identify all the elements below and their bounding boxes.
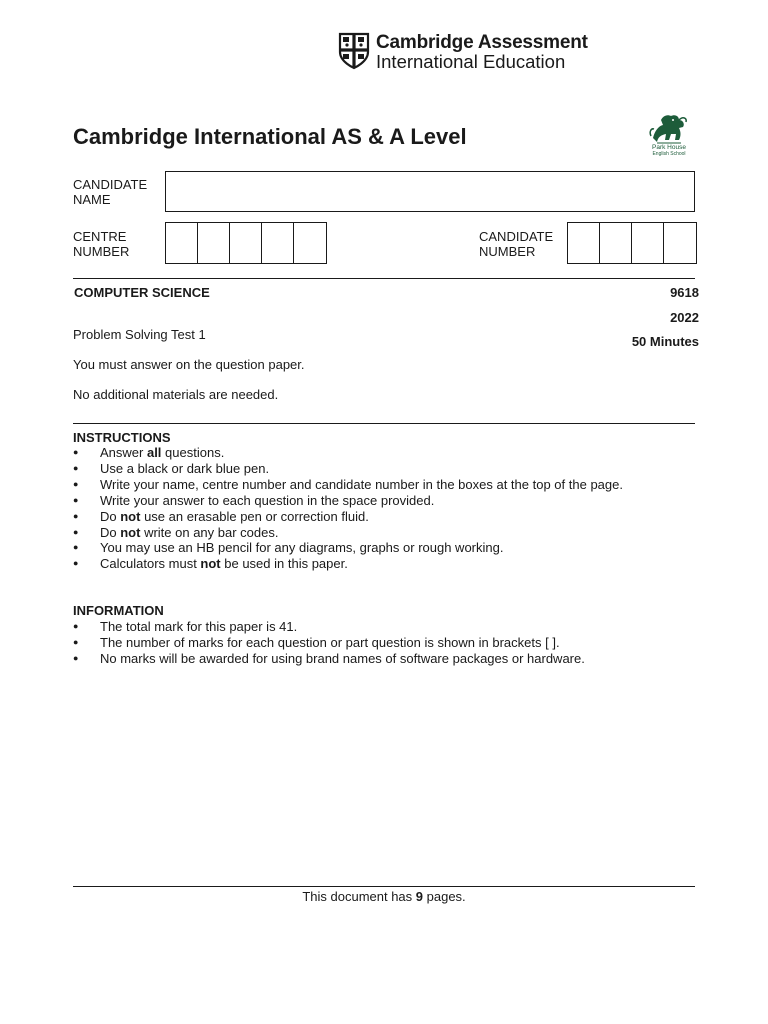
information-item-text: The total mark for this paper is 41.	[100, 619, 298, 634]
instructions-item-text: Do	[100, 508, 121, 524]
instructions-item-text-end: write on any bar codes.	[140, 524, 279, 540]
instructions-item	[73, 493, 693, 509]
information-item	[73, 619, 693, 635]
instructions-item-text: Do	[100, 524, 121, 540]
information-heading: INFORMATION	[73, 603, 164, 618]
school-logo	[644, 110, 694, 162]
syllabus-code: 9618	[670, 285, 699, 300]
paper-year: 2022	[670, 310, 699, 325]
candidate-name-label: CANDIDATE NAME	[73, 177, 148, 207]
centre-number-digit-box[interactable]	[262, 223, 294, 263]
candidate-number-digit-box[interactable]	[664, 223, 696, 263]
centre-number-digit-box[interactable]	[294, 223, 326, 263]
instructions-item	[73, 445, 693, 461]
candidate-number-boxes	[567, 222, 697, 264]
instructions-item	[73, 477, 693, 493]
instructions-item	[73, 540, 693, 556]
instructions-item-emphasis: not	[120, 508, 141, 524]
instructions-item-text: Calculators must	[100, 556, 201, 572]
paper-duration: 50 Minutes	[631, 334, 699, 349]
candidate-name-box[interactable]	[165, 171, 695, 212]
instructions-item-emphasis: not	[120, 524, 141, 540]
candidate-number-digit-box[interactable]	[600, 223, 632, 263]
information-item-text: The number of marks for each question or part question is shown in brackets [ ].	[100, 634, 560, 650]
page-count-note	[0, 889, 768, 904]
candidate-number-digit-box[interactable]	[632, 223, 664, 263]
divider-middle	[73, 423, 695, 424]
cambridge-shield-icon	[338, 32, 370, 70]
instructions-item-text-end: use an erasable pen or correction fluid.	[140, 508, 369, 524]
instructions-item-emphasis: all	[146, 445, 162, 460]
information-list	[73, 619, 693, 667]
instructions-item	[73, 509, 693, 525]
instructions-item-text: You may use an HB pencil for any diagrams, graphs or rough working.	[100, 540, 504, 556]
lion-icon	[649, 110, 689, 144]
instructions-heading: INSTRUCTIONS	[73, 430, 171, 445]
instructions-item-text: Write your name, centre number and candidate number in the boxes at the top of the page.	[100, 476, 623, 492]
org-name-line1: Cambridge Assessment	[376, 32, 588, 53]
instructions-item	[73, 525, 693, 541]
information-item	[73, 651, 693, 667]
instructions-list	[73, 445, 693, 572]
paper-title: Problem Solving Test 1	[73, 327, 206, 342]
instructions-item	[73, 556, 693, 572]
candidate-number-digit-box[interactable]	[568, 223, 600, 263]
instructions-item-text-end: be used in this paper.	[220, 556, 348, 572]
qualification-title: Cambridge International AS & A Level	[73, 124, 467, 149]
school-logo-name: Park House	[652, 144, 686, 151]
page-count-after: pages.	[423, 889, 466, 904]
instructions-item	[73, 461, 693, 477]
centre-number-digit-box[interactable]	[166, 223, 198, 263]
instructions-item-emphasis: not	[200, 556, 221, 572]
instructions-item-text: Use a black or dark blue pen.	[100, 460, 270, 476]
school-logo-subtitle: English School	[652, 151, 686, 157]
centre-number-digit-box[interactable]	[230, 223, 262, 263]
divider-top	[73, 278, 695, 279]
instructions-item-text: Write your answer to each question in the space provided.	[100, 492, 435, 508]
instructions-item-text-end: questions.	[161, 445, 225, 460]
page-count-before: This document has	[302, 889, 416, 904]
subject-title: COMPUTER SCIENCE	[74, 285, 210, 300]
divider-footer	[73, 886, 695, 887]
centre-number-label: CENTRE NUMBER	[73, 229, 130, 259]
answer-note: You must answer on the question paper.	[73, 357, 305, 372]
information-item-text: No marks will be awarded for using brand names of software packages or hardware.	[100, 650, 585, 666]
page-count-value: 9	[415, 889, 424, 904]
cambridge-logo	[338, 32, 588, 72]
materials-note: No additional materials are needed.	[73, 387, 279, 402]
information-item	[73, 635, 693, 651]
centre-number-boxes	[165, 222, 327, 264]
org-name-line2: International Education	[376, 51, 566, 72]
candidate-number-label: CANDIDATE NUMBER	[479, 229, 554, 259]
centre-number-digit-box[interactable]	[198, 223, 230, 263]
instructions-item-text: Answer	[100, 445, 147, 460]
